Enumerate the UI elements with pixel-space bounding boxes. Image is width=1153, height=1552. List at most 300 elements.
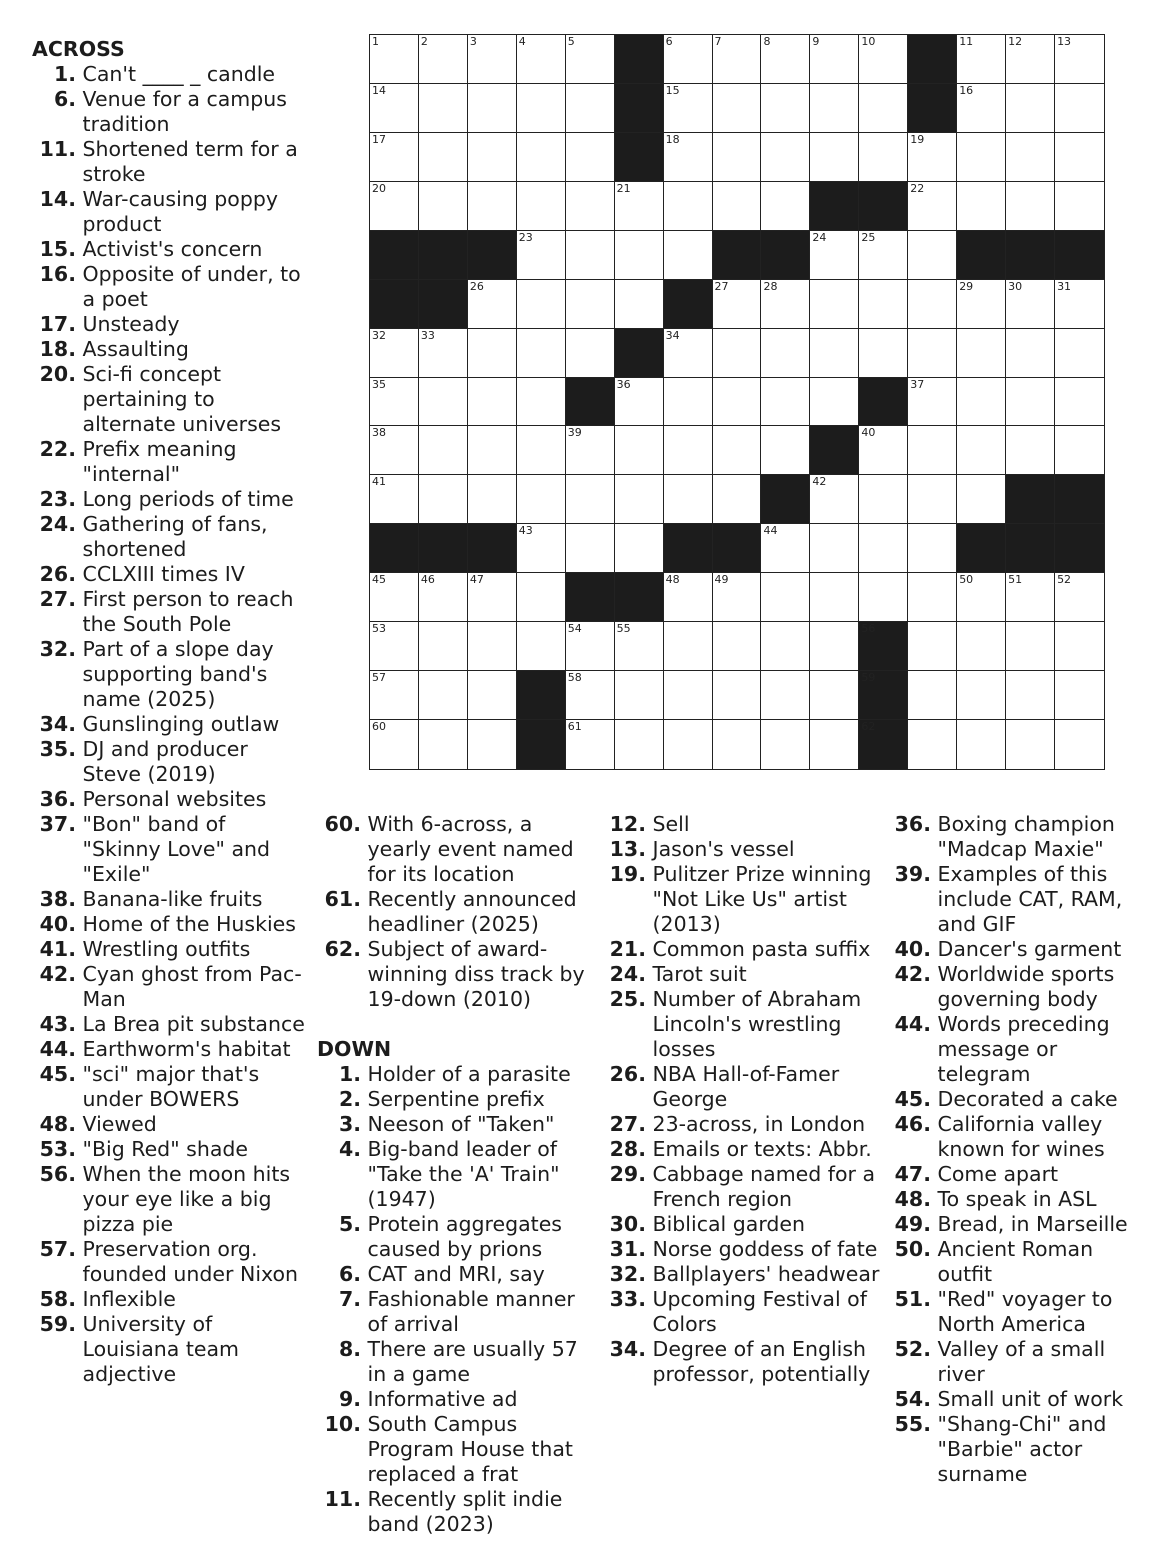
clue-number: 36. [894,812,931,836]
grid-cell[interactable] [908,524,957,573]
grid-cell[interactable] [1006,426,1055,475]
cell-number: 11 [959,35,974,48]
grid-cell[interactable] [713,573,762,622]
clue-number: 52. [894,1337,931,1361]
grid-cell[interactable] [761,35,810,84]
grid-cell[interactable] [1006,720,1055,769]
clue-number: 5. [338,1212,361,1236]
clue-text: Number of Abraham Lincoln's wrestling losses [652,987,862,1061]
clue-item [602,1212,882,1237]
clue-text: "Big Red" shade [82,1137,249,1161]
grid-cell[interactable] [713,720,762,769]
grid-cell[interactable] [419,329,468,378]
grid-cell[interactable] [908,622,957,671]
grid-cell[interactable] [664,671,713,720]
cell-number: 35 [372,377,386,391]
grid-cell[interactable] [761,182,810,231]
grid-cell[interactable] [566,329,615,378]
grid-cell[interactable] [664,378,713,427]
cell-number: 53 [372,622,386,636]
grid-cell[interactable] [713,35,762,84]
grid-cell[interactable] [810,622,859,671]
grid-cell[interactable] [957,573,1006,622]
grid-cell[interactable] [517,378,566,427]
clue-number: 6. [338,1262,361,1286]
grid-cell[interactable] [859,524,908,573]
cell-number: 26 [469,279,484,293]
clue-item [32,1137,307,1162]
clue-text: Decorated a cake [937,1087,1118,1111]
grid-cell[interactable] [957,182,1006,231]
black-square [566,378,615,427]
grid-cell[interactable] [1055,720,1104,769]
clue-item [887,1337,1147,1387]
black-square [1055,524,1104,573]
grid-cell[interactable] [664,84,713,133]
clue-item [887,1087,1147,1112]
grid-cell[interactable] [957,280,1006,329]
grid-cell[interactable] [566,671,615,720]
grid-cell[interactable] [664,35,713,84]
grid-cell[interactable] [1055,622,1104,671]
clue-number: 11. [39,137,76,161]
clue-number: 45. [39,1062,76,1086]
grid-cell[interactable] [419,378,468,427]
grid-cell[interactable] [370,720,419,769]
clue-text: Recently announced headliner (2025) [367,887,577,936]
black-square [615,35,664,84]
grid-cell[interactable] [761,280,810,329]
clue-item [317,1412,597,1487]
grid-cell[interactable] [957,329,1006,378]
black-square [1006,475,1055,524]
grid-cell[interactable] [810,671,859,720]
cell-number: 52 [1057,573,1072,587]
grid-cell[interactable] [908,475,957,524]
grid-cell[interactable] [468,475,517,524]
grid-cell[interactable] [664,573,713,622]
clue-text: Subject of award-winning diss track by 19-down (2010) [367,937,585,1011]
cell-number: 50 [959,573,974,587]
clue-number: 29. [609,1162,646,1186]
grid-cell[interactable] [908,280,957,329]
clue-text: First person to reach the South Pole [82,587,294,636]
grid-cell[interactable] [810,231,859,280]
grid-cell[interactable] [615,182,664,231]
grid-cell[interactable] [419,720,468,769]
grid-cell[interactable] [713,475,762,524]
grid-cell[interactable] [517,524,566,573]
grid-cell[interactable] [957,378,1006,427]
black-square [419,280,468,329]
grid-cell[interactable] [810,378,859,427]
grid-cell[interactable] [419,426,468,475]
clue-item [317,1337,597,1387]
grid-cell[interactable] [810,573,859,622]
cell-number: 56 [861,622,876,636]
grid-cell[interactable] [370,182,419,231]
clue-item [32,312,307,337]
clue-number: 36. [39,787,76,811]
black-square [1006,524,1055,573]
grid-cell[interactable] [1006,35,1055,84]
clue-text: Ancient Roman outfit [937,1237,1094,1286]
grid-cell[interactable] [957,426,1006,475]
grid-cell[interactable] [859,84,908,133]
grid-cell[interactable] [664,182,713,231]
clue-item [602,1162,882,1212]
grid-cell[interactable] [419,182,468,231]
grid-cell[interactable] [615,622,664,671]
clue-number: 42. [39,962,76,986]
clue-item [887,1287,1147,1337]
grid-cell[interactable] [566,720,615,769]
clue-text: When the moon hits your eye like a big pizza pie [82,1162,291,1236]
grid-cell[interactable] [615,378,664,427]
black-square [859,182,908,231]
grid-cell[interactable] [859,35,908,84]
clue-number: 56. [39,1162,76,1186]
clue-text: Shortened term for a stroke [82,137,298,186]
grid-cell[interactable] [615,426,664,475]
clue-item [32,712,307,737]
grid-cell[interactable] [713,84,762,133]
grid-cell[interactable] [517,475,566,524]
grid-cell[interactable] [761,720,810,769]
black-square [908,84,957,133]
grid-cell[interactable] [1006,329,1055,378]
grid-cell[interactable] [761,378,810,427]
clue-item [602,862,882,937]
clue-number: 51. [894,1287,931,1311]
black-square [761,475,810,524]
grid-cell[interactable] [761,622,810,671]
grid-cell[interactable] [957,622,1006,671]
cell-number: 23 [518,230,533,244]
grid-cell[interactable] [517,84,566,133]
grid-cell[interactable] [468,622,517,671]
clue-item [887,937,1147,962]
grid-cell[interactable] [419,133,468,182]
grid-cell[interactable] [810,133,859,182]
grid-cell[interactable] [468,720,517,769]
clue-number: 1. [338,1062,361,1086]
grid-cell[interactable] [517,426,566,475]
grid-cell[interactable] [761,671,810,720]
grid-cell[interactable] [1006,182,1055,231]
clue-number: 10. [324,1412,361,1436]
grid-cell[interactable] [664,475,713,524]
grid-cell[interactable] [713,378,762,427]
clue-text: Dancer's garment [937,937,1122,961]
grid-cell[interactable] [566,84,615,133]
clue-number: 35. [39,737,76,761]
grid-cell[interactable] [957,671,1006,720]
grid-cell[interactable] [810,84,859,133]
black-square [713,231,762,280]
clue-text: "Bon" band of "Skinny Love" and "Exile" [82,812,271,886]
clue-text: Assaulting [82,337,189,361]
clues-column-2 [317,812,597,1537]
grid-cell[interactable] [957,35,1006,84]
clue-number: 8. [338,1337,361,1361]
clue-item [602,1337,882,1387]
grid-cell[interactable] [1055,329,1104,378]
black-square [468,524,517,573]
grid-cell[interactable] [517,622,566,671]
grid-cell[interactable] [761,84,810,133]
grid-cell[interactable] [370,671,419,720]
clue-item [32,1162,307,1237]
clue-item [32,1062,307,1112]
grid-cell[interactable] [664,329,713,378]
clue-number: 30. [609,1212,646,1236]
clue-text: Come apart [937,1162,1059,1186]
grid-cell[interactable] [713,671,762,720]
grid-cell[interactable] [468,35,517,84]
grid-cell[interactable] [908,182,957,231]
grid-cell[interactable] [761,426,810,475]
clue-text: There are usually 57 in a game [367,1337,578,1386]
clue-text: Recently split indie band (2023) [367,1487,563,1536]
black-square [957,524,1006,573]
clue-text: Examples of this include CAT, RAM, and GIF [937,862,1123,936]
grid-cell[interactable] [517,35,566,84]
clue-text: Jason's vessel [652,837,795,861]
grid-cell[interactable] [908,426,957,475]
grid-cell[interactable] [859,133,908,182]
grid-cell[interactable] [468,426,517,475]
grid-cell[interactable] [664,231,713,280]
grid-cell[interactable] [713,182,762,231]
grid-cell[interactable] [1006,671,1055,720]
grid-cell[interactable] [468,280,517,329]
clue-item [602,962,882,987]
grid-cell[interactable] [1055,378,1104,427]
grid-cell[interactable] [1055,84,1104,133]
grid-cell[interactable] [957,133,1006,182]
grid-cell[interactable] [419,671,468,720]
clues-column-3 [602,812,882,1387]
grid-cell[interactable] [859,280,908,329]
grid-cell[interactable] [566,133,615,182]
grid-cell[interactable] [517,182,566,231]
grid-cell[interactable] [664,720,713,769]
grid-cell[interactable] [615,231,664,280]
grid-cell[interactable] [1055,182,1104,231]
grid-cell[interactable] [370,329,419,378]
clue-item [32,812,307,887]
grid-cell[interactable] [859,426,908,475]
grid-cell[interactable] [468,84,517,133]
clue-number: 25. [609,987,646,1011]
grid-cell[interactable] [664,622,713,671]
clue-item [32,237,307,262]
clue-item [32,737,307,787]
grid-cell[interactable] [664,426,713,475]
clue-text: Can't ____ _ candle [82,62,276,86]
clue-item [317,1287,597,1337]
grid-cell[interactable] [761,329,810,378]
grid-cell[interactable] [908,329,957,378]
across-heading: ACROSS [32,37,125,61]
grid-cell[interactable] [713,280,762,329]
grid-cell[interactable] [517,133,566,182]
grid-cell[interactable] [810,329,859,378]
grid-cell[interactable] [908,231,957,280]
clue-number: 31. [609,1237,646,1261]
grid-cell[interactable] [517,280,566,329]
grid-cell[interactable] [713,329,762,378]
grid-cell[interactable] [419,35,468,84]
grid-cell[interactable] [468,133,517,182]
clue-text: Emails or texts: Abbr. [652,1137,872,1161]
grid-cell[interactable] [810,280,859,329]
clue-text: South Campus Program House that replaced a frat [367,1412,573,1486]
cell-number: 16 [959,83,974,97]
cell-number: 25 [861,230,876,244]
grid-cell[interactable] [957,84,1006,133]
grid-cell[interactable] [859,573,908,622]
clue-item [32,912,307,937]
clue-text: Fashionable manner of arrival [367,1287,575,1336]
grid-cell[interactable] [761,524,810,573]
clue-item [602,1262,882,1287]
grid-cell[interactable] [615,720,664,769]
clue-item [602,1137,882,1162]
grid-cell[interactable] [517,573,566,622]
grid-cell[interactable] [859,475,908,524]
clue-text: With 6-across, a yearly event named for its location [367,812,574,886]
cell-number: 42 [812,475,827,489]
grid-cell[interactable] [810,475,859,524]
grid-cell[interactable] [370,133,419,182]
grid-cell[interactable] [859,231,908,280]
clue-text: Common pasta suffix [652,937,871,961]
black-square [615,329,664,378]
grid-cell[interactable] [957,720,1006,769]
grid-cell[interactable] [566,426,615,475]
clue-text: Unsteady [82,312,180,336]
clue-number: 33. [609,1287,646,1311]
cell-number: 28 [763,279,778,293]
clue-number: 46. [894,1112,931,1136]
grid-cell[interactable] [713,133,762,182]
grid-cell[interactable] [908,573,957,622]
clue-item [317,887,597,937]
down-clue-list [317,1062,597,1537]
grid-cell[interactable] [1055,35,1104,84]
grid-cell[interactable] [370,622,419,671]
grid-cell[interactable] [1055,133,1104,182]
grid-cell[interactable] [566,35,615,84]
clue-text: Wrestling outfits [82,937,251,961]
grid-cell[interactable] [1055,280,1104,329]
grid-cell[interactable] [1006,84,1055,133]
clue-item [887,1162,1147,1187]
grid-cell[interactable] [664,133,713,182]
clue-number: 14. [39,187,76,211]
grid-cell[interactable] [615,475,664,524]
grid-cell[interactable] [468,378,517,427]
grid-cell[interactable] [419,475,468,524]
grid-cell[interactable] [468,329,517,378]
grid-cell[interactable] [1055,671,1104,720]
grid-cell[interactable] [810,720,859,769]
across-clue-list-continued [317,812,597,1012]
clue-text: Tarot suit [652,962,747,986]
grid-cell[interactable] [957,475,1006,524]
cell-number: 33 [420,328,435,342]
cell-number: 14 [372,83,386,97]
grid-cell[interactable] [908,378,957,427]
grid-cell[interactable] [566,280,615,329]
grid-cell[interactable] [1006,133,1055,182]
grid-cell[interactable] [370,84,419,133]
grid-cell[interactable] [908,133,957,182]
clue-text: DJ and producer Steve (2019) [82,737,248,786]
grid-cell[interactable] [761,573,810,622]
grid-cell[interactable] [370,35,419,84]
cell-number: 60 [372,720,386,734]
grid-cell[interactable] [370,573,419,622]
grid-cell[interactable] [419,573,468,622]
grid-cell[interactable] [566,475,615,524]
grid-cell[interactable] [908,720,957,769]
grid-cell[interactable] [517,329,566,378]
grid-cell[interactable] [1006,280,1055,329]
grid-cell[interactable] [1055,573,1104,622]
clue-number: 60. [324,812,361,836]
clue-text: Worldwide sports governing body [937,962,1115,1011]
clue-number: 55. [894,1412,931,1436]
grid-cell[interactable] [370,378,419,427]
grid-cell[interactable] [615,671,664,720]
grid-cell[interactable] [566,524,615,573]
grid-cell[interactable] [468,182,517,231]
grid-cell[interactable] [908,671,957,720]
cell-number: 37 [910,377,925,391]
black-square [1055,231,1104,280]
grid-cell[interactable] [566,622,615,671]
grid-cell[interactable] [859,329,908,378]
grid-cell[interactable] [615,524,664,573]
grid-cell[interactable] [419,84,468,133]
grid-cell[interactable] [713,426,762,475]
grid-cell[interactable] [1055,426,1104,475]
grid-cell[interactable] [566,231,615,280]
grid-cell[interactable] [761,133,810,182]
grid-cell[interactable] [370,475,419,524]
grid-cell[interactable] [468,671,517,720]
grid-cell[interactable] [713,622,762,671]
grid-cell[interactable] [1006,378,1055,427]
grid-cell[interactable] [810,35,859,84]
grid-cell[interactable] [615,280,664,329]
grid-cell[interactable] [1006,622,1055,671]
grid-cell[interactable] [468,573,517,622]
grid-cell[interactable] [517,231,566,280]
grid-cell[interactable] [419,622,468,671]
grid-cell[interactable] [566,182,615,231]
cell-number: 12 [1008,35,1023,48]
clue-text: Activist's concern [82,237,263,261]
grid-cell[interactable] [810,524,859,573]
grid-cell[interactable] [1006,573,1055,622]
grid-cell[interactable] [370,426,419,475]
clue-item [602,1112,882,1137]
clue-text: "Red" voyager to North America [937,1287,1113,1336]
